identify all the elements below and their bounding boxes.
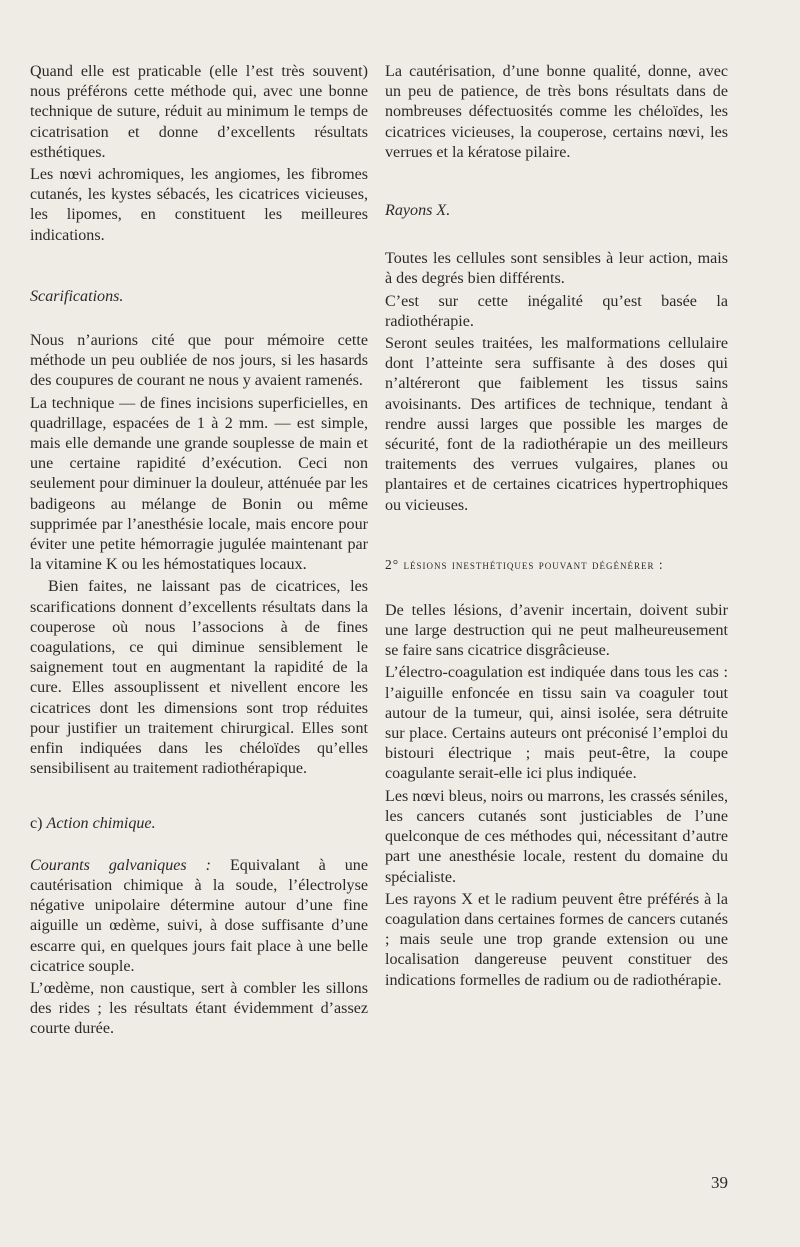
paragraph: Courants galvaniques : Equivalant à une cautérisation chimique à la soude, l’électrolyse négative unipolaire détermine autour d’une fine aiguille un œdème, suivi, à dose suffisante d’une escarre qui, en quelques jours fait place à une belle cicatrice souple.	[30, 856, 368, 975]
paragraph: La technique — de fines incisions superficielles, en quadrillage, espacées de 1 à 2 mm. — est simple, mais elle demande une grande souplesse de main et une certaine rapidité d’exécution. Ceci non seulement pour diminuer la douleur, atténuée par les badigeons au mélange de Bonin ou même supprimée par l’anesthésie locale, mais encore pour éviter une petite hémorragie jugulée maintenant par la vitamine K ou les hémostatiques locaux.	[30, 394, 368, 574]
section-heading-lesions: 2° lésions inesthétiques pouvant dégénérer :	[385, 556, 664, 572]
paragraph: L’œdème, non caustique, sert à combler les sillons des rides ; les résultats étant évidemment d’assez courte durée.	[30, 979, 368, 1038]
paragraph: Bien faites, ne laissant pas de cicatrices, les scarifications donnent d’excellents résultats dans la couperose où nous l’associons à de fines coagulations, ce qui diminue sensiblement le saignement tout en augmentant la rapidité de la cure. Elles assouplissent et nivellent encore les cicatrices dont les dimensions sont trop réduites pour justifier un traitement chirurgical. Elles sont enfin indiquées dans les chéloïdes qu’elles sensibilisent au traitement radiothérapique.	[30, 578, 368, 778]
paragraph: Les nœvi bleus, noirs ou marrons, les crassés séniles, les cancers cutanés sont justiciables de l’une quelconque de ces méthodes qui, nécessitant d’autre part une anesthésie locale, restent du domaine du spécialiste.	[385, 787, 728, 886]
paragraph: C’est sur cette inégalité qu’est basée la radiothérapie.	[385, 292, 728, 330]
paragraph: De telles lésions, d’avenir incertain, doivent subir une large destruction qui ne peut malheureusement se faire sans cicatrice disgrâcieuse.	[385, 601, 728, 660]
paragraph: Toutes les cellules sont sensibles à leur action, mais à des degrés bien différents.	[385, 250, 728, 288]
paragraph: Seront seules traitées, les malformations cellulaire dont l’atteinte sera suffisante à des doses qui n’altéreront que faiblement les tissus sains avoisinants. Des artifices de technique, tendant à rendre aussi larges que possible les marges de sécurité, font de la radiothérapie un des meilleurs traitements des verrues vulgaires, planes ou plantaires et de certaines cicatrices hypertrophiques ou vicieuses.	[385, 335, 728, 514]
paragraph: L’électro-coagulation est indiquée dans tous les cas : l’aiguille enfoncée en tissu sain va coaguler tout autour de la tumeur, qui, ainsi isolée, sera détruite sur place. Certains auteurs ont préconisé l’emploi du bistouri électrique ; mais peut-être, la coupe coagulante serait-elle ici plus indiquée.	[385, 664, 728, 783]
page-number: 39	[711, 1173, 728, 1192]
right-column	[385, 62, 728, 993]
paragraph: Les rayons X et le radium peuvent être préférés à la coagulation dans certaines formes de cancers cutanés ; mais seule une trop grande extension ou une localisation dangereuse peuvent constituer des indications formelles de radium ou de radiothérapie.	[385, 890, 728, 989]
paragraph: Quand elle est praticable (elle l’est très souvent) nous préférons cette méthode qui, avec une bonne technique de suture, réduit au minimum le temps de cicatrisation et donne d’excellents résultats esthétiques.	[30, 63, 368, 161]
section-heading-scarifications: Scarifications.	[30, 287, 124, 305]
paragraph: La cautérisation, d’une bonne qualité, donne, avec un peu de patience, de très bons résultats dans de nombreuses défectuosités comme les chéloïdes, les cicatrices vicieuses, la couperose, certains nœvi, les verrues et la kératose pilaire.	[385, 63, 728, 161]
section-heading-rayons-x: Rayons X.	[385, 202, 451, 220]
left-column	[30, 62, 368, 1042]
paragraph: Les nœvi achromiques, les angiomes, les fibromes cutanés, les kystes sébacés, les cicatrices vicieuses, les lipomes, en constituent les meilleures indications.	[30, 166, 368, 244]
section-heading-action-chimique: c) Action chimique.	[30, 814, 156, 832]
paragraph: Nous n’aurions cité que pour mémoire cette méthode un peu oubliée de nos jours, si les hasards des coupures de courant ne nous y avaient ramenés.	[30, 332, 368, 390]
